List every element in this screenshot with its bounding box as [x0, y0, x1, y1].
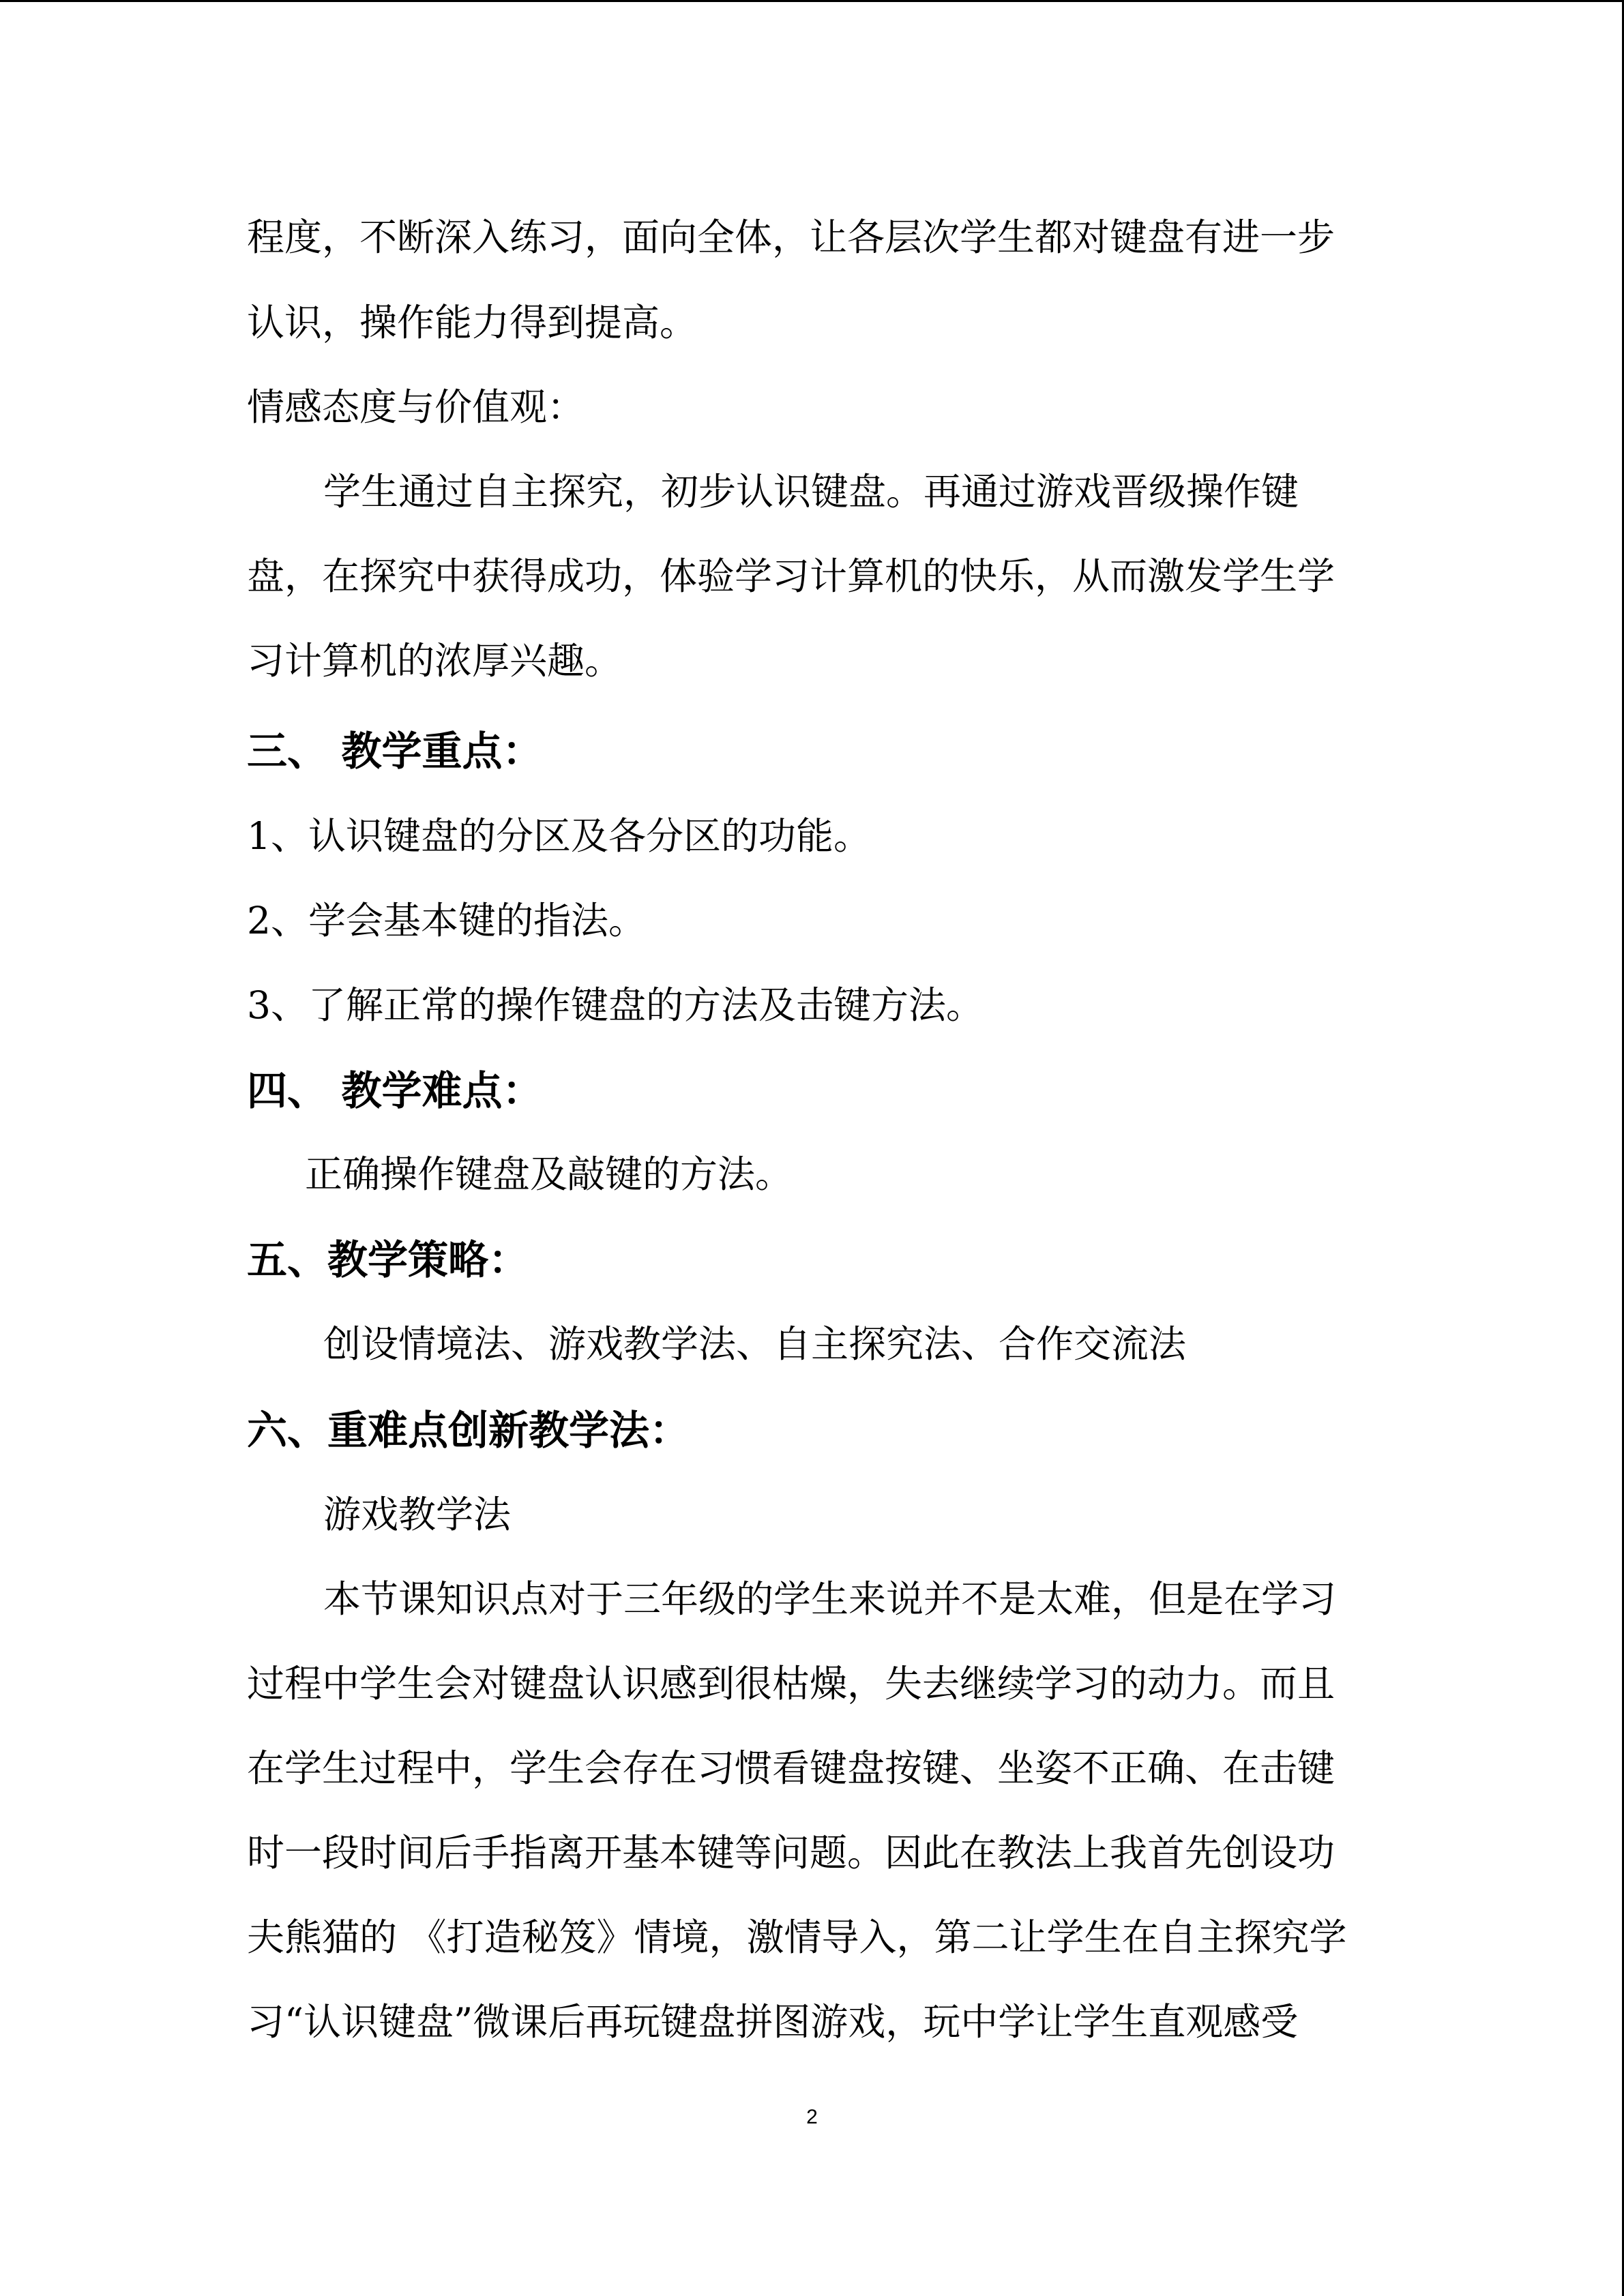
body-line: 时一段时间后手指离开基本键等问题。因此在教法上我首先创设功 [247, 1831, 1335, 1875]
subsection-title: 游戏教学法 [323, 1493, 512, 1536]
body-line: 习计算机的浓厚兴趣。 [247, 639, 623, 683]
body-line: 习“认识键盘”微课后再玩键盘拼图游戏，玩中学让学生直观感受 [247, 2000, 1299, 2044]
body-line: 正确操作键盘及敲键的方法。 [305, 1152, 793, 1196]
body-line: 盘，在探究中获得成功，体验学习计算机的快乐，从而激发学生学 [247, 554, 1335, 598]
page-border-top [0, 0, 1624, 2]
body-line: 夫熊猫的 《打造秘笈》情境，激情导入，第二让学生在自主探究学 [247, 1915, 1347, 1959]
page-number: 2 [806, 2106, 818, 2128]
section-heading-innovative-method: 六、重难点创新教学法： [247, 1407, 690, 1454]
section-heading-teaching-focus: 三、 教学重点： [247, 728, 543, 775]
body-line: 学生通过自主探究，初步认识键盘。再通过游戏晋级操作键 [323, 470, 1299, 513]
body-line: 创设情境法、游戏教学法、自主探究法、合作交流法 [323, 1322, 1187, 1366]
section-heading-teaching-strategy: 五、教学策略： [247, 1236, 529, 1283]
list-item: 3、了解正常的操作键盘的方法及击键方法。 [247, 983, 984, 1027]
list-item: 1、认识键盘的分区及各分区的功能。 [247, 814, 871, 858]
subheading-emotional-values: 情感态度与价值观： [247, 385, 585, 429]
body-line: 本节课知识点对于三年级的学生来说并不是太难，但是在学习 [323, 1577, 1337, 1621]
list-item: 2、学会基本键的指法。 [247, 899, 646, 942]
body-line: 程度，不断深入练习，面向全体，让各层次学生都对键盘有进一步 [247, 215, 1335, 259]
section-heading-teaching-difficulty: 四、 教学难点： [247, 1067, 543, 1114]
body-line: 过程中学生会对键盘认识感到很枯燥，失去继续学习的动力。而且 [247, 1662, 1335, 1705]
body-line: 在学生过程中，学生会存在习惯看键盘按键、坐姿不正确、在击键 [247, 1746, 1335, 1790]
body-line: 认识，操作能力得到提高。 [247, 301, 698, 344]
